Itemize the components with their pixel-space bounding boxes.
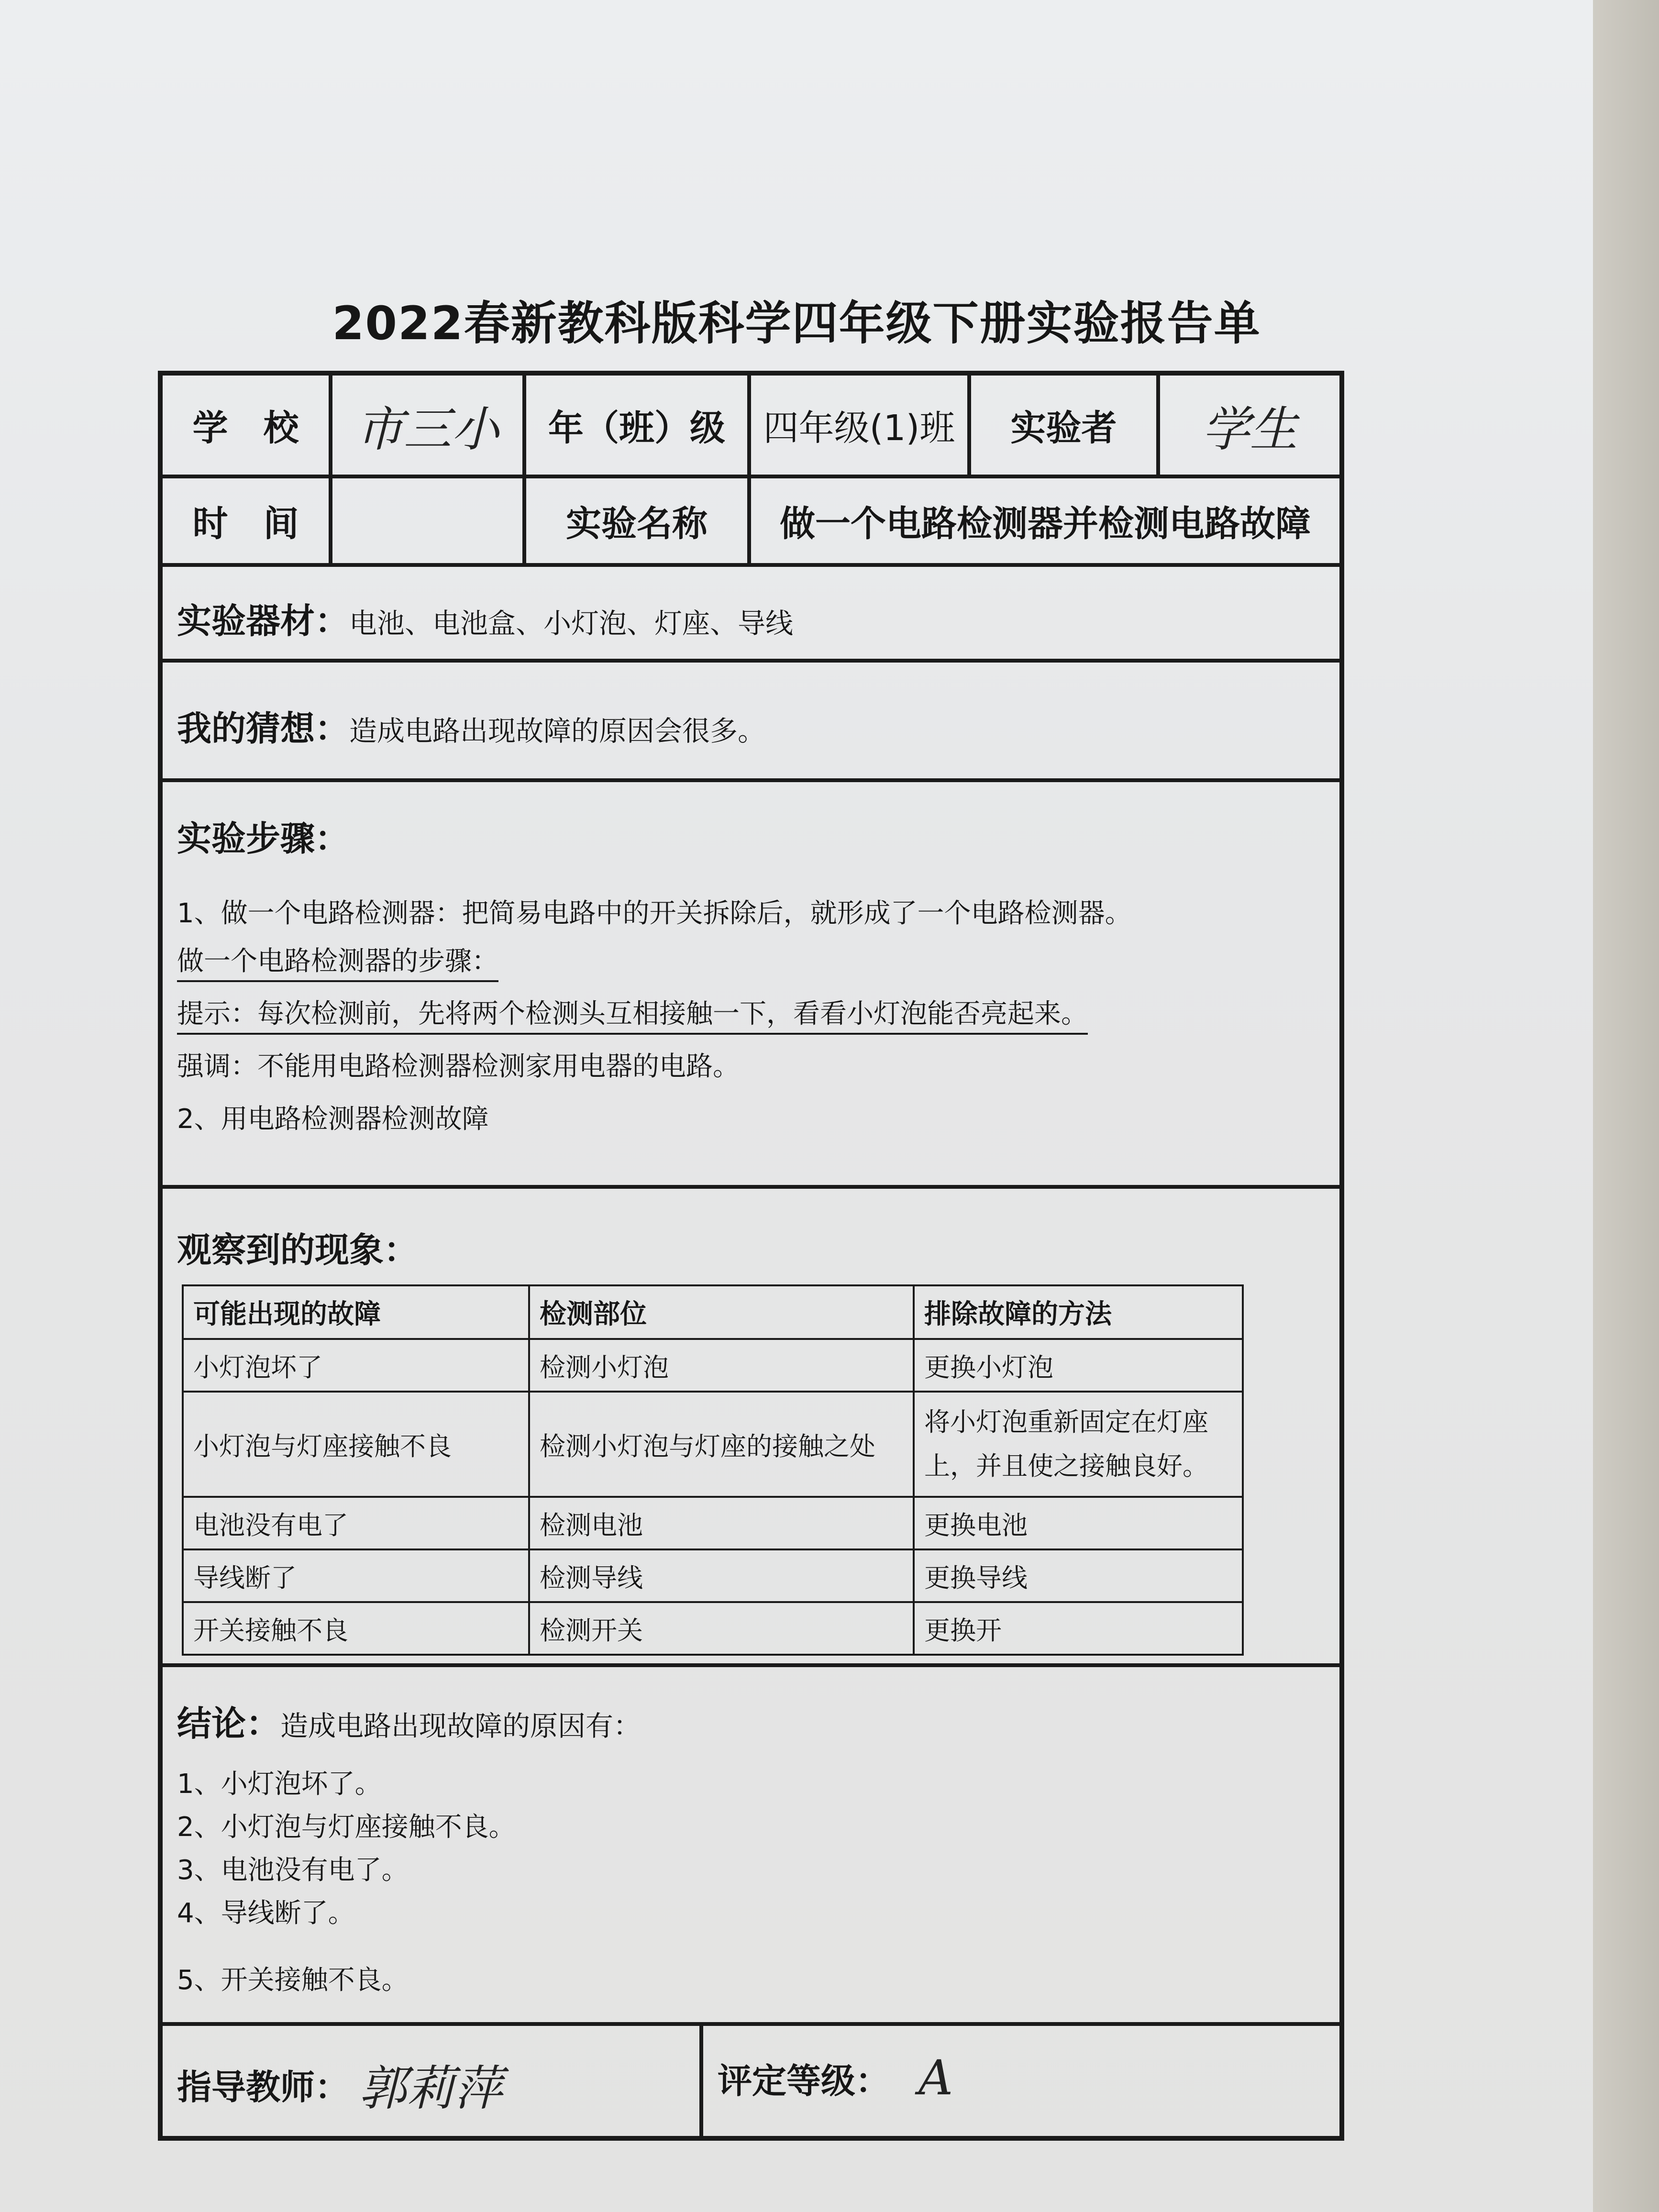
table-cell: 小灯泡与灯座接触不良 [183, 1392, 529, 1497]
table-cell: 检测小灯泡 [529, 1339, 914, 1392]
conclusion-item: 5、开关接触不良。 [177, 1965, 409, 1996]
table-row [183, 1392, 1243, 1497]
table-cell: 电池没有电了 [183, 1497, 529, 1549]
step-line: 提示：每次检测前，先将两个检测头互相接触一下，看看小灯泡能否亮起来。 [177, 993, 1088, 1035]
table-header-cell: 可能出现的故障 [183, 1285, 529, 1339]
steps-label: 实验步骤： [177, 818, 350, 859]
table-cell: 检测小灯泡与灯座的接触之处 [529, 1392, 914, 1497]
table-cell: 导线断了 [183, 1549, 529, 1602]
hypothesis-section [161, 661, 1341, 780]
step-line: 强调：不能用电路检测器检测家用电器的电路。 [177, 1051, 740, 1082]
teacher-label: 指导教师： [177, 2067, 350, 2107]
table-header-cell: 排除故障的方法 [914, 1285, 1243, 1339]
step-line: 1、做一个电路检测器：把简易电路中的开关拆除后，就形成了一个电路检测器。 [177, 898, 1132, 929]
conclusion-intro: 造成电路出现故障的原因有： [280, 1710, 641, 1742]
observation-section [161, 1187, 1341, 1665]
school-value: 市三小 [331, 374, 524, 476]
time-value [331, 476, 524, 565]
table-cell: 将小灯泡重新固定在灯座上，并且使之接触良好。 [914, 1392, 1243, 1497]
underlying-sheet-edge [1593, 0, 1659, 2212]
conclusion-item: 1、小灯泡坏了。 [177, 1769, 382, 1800]
materials-label: 实验器材： [177, 601, 350, 641]
conclusion-label: 结论： [177, 1703, 281, 1744]
grade-value: 四年级(1)班 [749, 374, 969, 476]
table-cell: 检测电池 [529, 1497, 914, 1549]
steps-section [161, 780, 1341, 1187]
experimenter-value: 学生 [1158, 374, 1341, 476]
report-title: 2022春新教科版科学四年级下册实验报告单 [332, 297, 1261, 350]
table-cell: 更换小灯泡 [914, 1339, 1243, 1392]
table-cell: 更换开 [914, 1602, 1243, 1655]
hypothesis-label: 我的猜想： [177, 708, 350, 749]
conclusion-item: 3、电池没有电了。 [177, 1855, 409, 1886]
conclusion-item: 2、小灯泡与灯座接触不良。 [177, 1812, 516, 1843]
conclusion-section [161, 1665, 1341, 2024]
table-cell: 小灯泡坏了 [183, 1339, 529, 1392]
step-line: 做一个电路检测器的步骤： [177, 940, 498, 982]
school-label: 学 校 [161, 374, 331, 476]
conclusion-item: 4、导线断了。 [177, 1898, 355, 1929]
experiment-name-label: 实验名称 [524, 476, 749, 565]
evaluation-section [701, 2024, 1341, 2138]
report-form [158, 371, 1344, 2141]
table-cell: 开关接触不良 [183, 1602, 529, 1655]
table-row [183, 1602, 1243, 1655]
table-row [183, 1549, 1243, 1602]
evaluation-grade: A [918, 2050, 953, 2106]
table-cell: 更换电池 [914, 1497, 1243, 1549]
evaluation-label: 评定等级： [718, 2060, 890, 2101]
fault-table [182, 1284, 1244, 1656]
table-cell: 检测导线 [529, 1549, 914, 1602]
experimenter-label: 实验者 [969, 374, 1158, 476]
table-header-row [183, 1285, 1243, 1339]
table-cell: 检测开关 [529, 1602, 914, 1655]
table-row [183, 1497, 1243, 1549]
materials-value: 电池、电池盒、小灯泡、灯座、导线 [349, 607, 794, 640]
hypothesis-value: 造成电路出现故障的原因会很多。 [349, 715, 766, 747]
table-cell: 更换导线 [914, 1549, 1243, 1602]
experiment-name-value: 做一个电路检测器并检测电路故障 [749, 476, 1341, 565]
observation-label: 观察到的现象： [177, 1230, 419, 1270]
materials-section [161, 565, 1341, 661]
grade-label: 年（班）级 [524, 374, 749, 476]
teacher-section [161, 2024, 701, 2138]
table-row [183, 1339, 1243, 1392]
table-header-cell: 检测部位 [529, 1285, 914, 1339]
step-line: 2、用电路检测器检测故障 [177, 1104, 489, 1135]
time-label: 时 间 [161, 476, 331, 565]
teacher-signature: 郭莉萍 [359, 2060, 503, 2116]
